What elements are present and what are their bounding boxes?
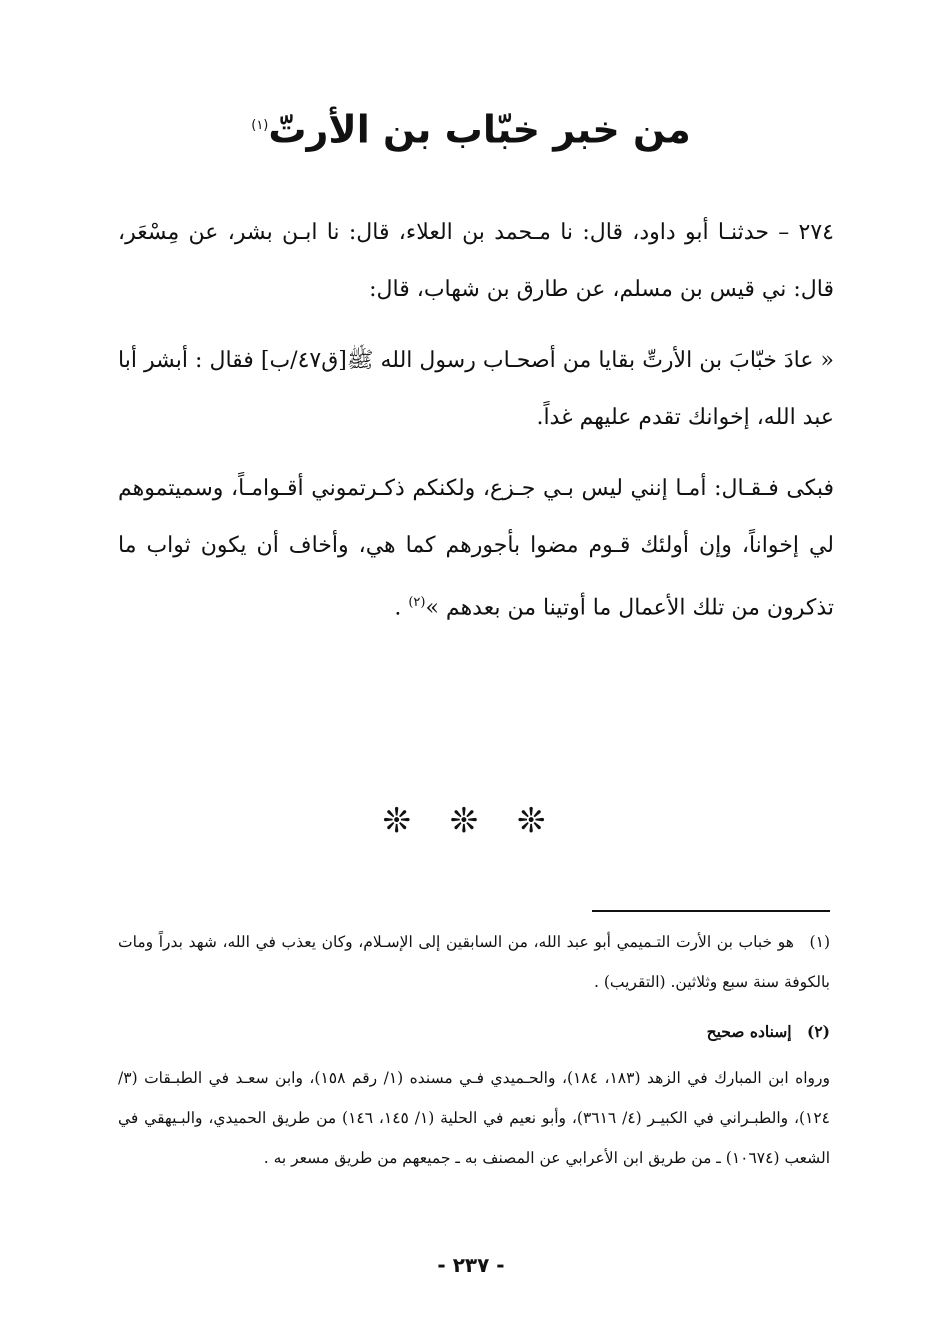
hadith-isnad-text: حدثنـا أبو داود، قال: نا مـحمد بن العلاء، قال: نا ابـن بشر، عن مِسْعَر، قال: ني قيس بن مسلم، عن طارق بن شهاب، قال: — [118, 220, 834, 302]
hadith-isnad — [118, 204, 834, 318]
hadith-dash: – — [768, 220, 790, 245]
hadith-footnote-mark: (٢) — [408, 595, 426, 610]
hadith-number: ٢٧٤ — [798, 220, 834, 245]
section-divider-stars: ❊ ❊ ❊ — [382, 801, 560, 841]
footnote-2-heading — [118, 1012, 830, 1052]
footnote-separator-rule — [592, 910, 830, 912]
hadith-matn-paragraph-2 — [118, 460, 834, 636]
footnote-2-heading-text: إسناده صحيح — [706, 1022, 792, 1041]
footnote-2-body — [118, 1058, 830, 1178]
chapter-title-footnote-mark: (١) — [251, 118, 269, 133]
footnote-1 — [118, 922, 830, 1002]
footnote-2-number: (٢) — [806, 1022, 830, 1041]
chapter-title-text: من خبر خبّاب بن الأرتّ — [268, 107, 691, 152]
hadith-matn-2-end: . — [394, 595, 402, 621]
page-number: - ٢٣٧ - — [437, 1253, 505, 1277]
chapter-title — [120, 96, 822, 160]
hadith-matn-2-text: فبكى فـقـال: أمـا إنني ليس بـي جـزع، ولكنكم ذكـرتموني أقـوامـاً، وسميتموهم لي إخواناً، وإن أولئك قـوم مضوا بأجورهم كما هي، وأخاف أن يكون ثواب ما تذكرون من تلك الأعمال ما أوتينا من بعدهم » — [118, 476, 834, 621]
footnote-1-text: هو خباب بن الأرت التـميمي أبو عبد الله، من السابقين إلى الإسـلام، وكان يعذب في الله، شهد بدراً ومات بالكوفة سنة سبع وثلاثين. (التقريب) . — [118, 933, 830, 991]
footnote-2-text: ورواه ابن المبارك في الزهد (١٨٣، ١٨٤)، والحـميدي فـي مسنده (١/ رقم ١٥٨)، وابن سعـد في الطبـقات (٣/ ١٢٤)، والطبـراني في الكبيـر (٤/ ٣٦١٦)، وأبو نعيم في الحلية (١/ ١٤٥، ١٤٦) من طريق الحميدي، والبـيهقي في الشعب (١٠٦٧٤) ـ من طريق ابن الأعرابي عن المصنف به ـ جميعهم من طريق مسعر به . — [118, 1069, 830, 1167]
hadith-matn-paragraph-1 — [118, 332, 834, 446]
footnote-1-number: (١) — [809, 933, 830, 951]
hadith-matn-1-text: « عادَ خبّابَ بن الأرتِّ بقايا من أصحـاب رسول الله ﷺ[ق٤٧/ب] فقال : أبشر أبا عبد الله، إخوانك تقدم عليهم غداً. — [118, 348, 834, 430]
